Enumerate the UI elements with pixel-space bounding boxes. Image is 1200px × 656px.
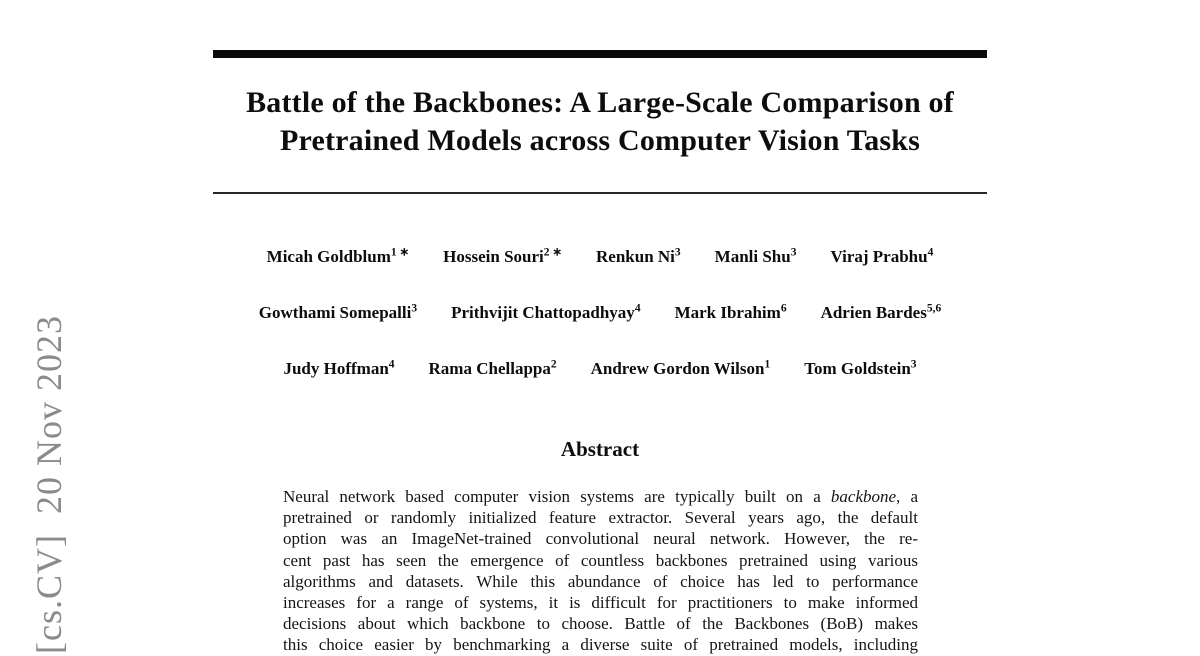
abstract-line	[283, 634, 918, 655]
author-name: Andrew Gordon Wilson	[590, 359, 765, 378]
abstract-text: algorithms and datasets. While this abundance of choice has led to performance	[283, 571, 918, 591]
author-rows	[150, 246, 1050, 414]
abstract-text: , a	[896, 487, 918, 506]
author-affiliation-sup: 2 ∗	[543, 246, 563, 259]
author	[259, 302, 417, 324]
abstract-line	[283, 507, 918, 528]
arxiv-watermark: [cs.CV] 20 Nov 2023	[29, 315, 69, 654]
author	[429, 358, 557, 380]
abstract-text: decisions about which backbone to choose. Battle of the Backbones (BoB) makes	[283, 614, 918, 634]
abstract-italic-term: backbone	[830, 487, 897, 506]
title-rule-top	[213, 50, 987, 58]
abstract-text: Neural network based computer vision systems are typically built on a	[283, 487, 831, 506]
author-affiliation-sup: 4	[634, 302, 641, 315]
abstract-text: option was an ImageNet-trained convolutional neural network. However, the re-	[283, 529, 918, 549]
author	[715, 246, 797, 268]
author-row	[150, 246, 1050, 268]
author-row	[150, 358, 1050, 380]
author	[821, 302, 942, 324]
author-name: Micah Goldblum	[266, 247, 391, 266]
author-name: Viraj Prabhu	[830, 247, 928, 266]
abstract-text: pretrained or randomly initialized feature extractor. Several years ago, the default	[283, 508, 918, 528]
author-affiliation-sup: 3	[411, 302, 418, 315]
author-name: Gowthami Somepalli	[258, 303, 412, 322]
abstract-line	[283, 592, 918, 613]
author-affiliation-sup: 4	[927, 246, 934, 259]
title-rule-bottom	[213, 192, 987, 194]
author	[451, 302, 640, 324]
abstract-line	[283, 486, 918, 507]
author	[591, 358, 771, 380]
page-title	[193, 84, 1007, 160]
author-name: Rama Chellappa	[428, 359, 551, 378]
author-affiliation-sup: 6	[780, 302, 787, 315]
abstract-line	[283, 550, 918, 571]
author-affiliation-sup: 3	[910, 358, 917, 371]
abstract-text: this choice easier by benchmarking a diverse suite of pretrained models, including	[283, 635, 918, 655]
author-name: Judy Hoffman	[283, 359, 389, 378]
author	[596, 246, 681, 268]
author	[675, 302, 787, 324]
author-affiliation-sup: 5,6	[926, 302, 942, 315]
author	[443, 246, 562, 268]
abstract-line	[283, 571, 918, 592]
author-affiliation-sup: 1	[764, 358, 771, 371]
abstract-text: increases for a range of systems, it is difficult for practitioners to make informed	[283, 592, 918, 612]
author-name: Mark Ibrahim	[674, 303, 781, 322]
abstract-body	[283, 486, 918, 656]
page-title-line2: Pretrained Models across Computer Vision Tasks	[279, 124, 921, 157]
abstract-line	[283, 613, 918, 634]
author-row	[150, 302, 1050, 324]
author-name: Renkun Ni	[596, 247, 675, 266]
author-name: Manli Shu	[714, 247, 791, 266]
author	[830, 246, 933, 268]
author-affiliation-sup: 2	[550, 358, 557, 371]
author-affiliation-sup: 3	[790, 246, 797, 259]
author-name: Tom Goldstein	[804, 359, 911, 378]
author-affiliation-sup: 4	[388, 358, 395, 371]
author-name: Hossein Souri	[443, 247, 544, 266]
author-affiliation-sup: 3	[674, 246, 681, 259]
abstract-line	[283, 528, 918, 549]
author	[283, 358, 394, 380]
author	[267, 246, 409, 268]
author	[804, 358, 916, 380]
author-affiliation-sup: 1 ∗	[390, 246, 410, 259]
abstract-heading: Abstract	[560, 437, 640, 461]
author-name: Adrien Bardes	[820, 303, 927, 322]
author-name: Prithvijit Chattopadhyay	[451, 303, 635, 322]
abstract-text: cent past has seen the emergence of countless backbones pretrained using various	[283, 550, 918, 570]
page-title-line1: Battle of the Backbones: A Large-Scale Comparison of	[246, 86, 954, 119]
